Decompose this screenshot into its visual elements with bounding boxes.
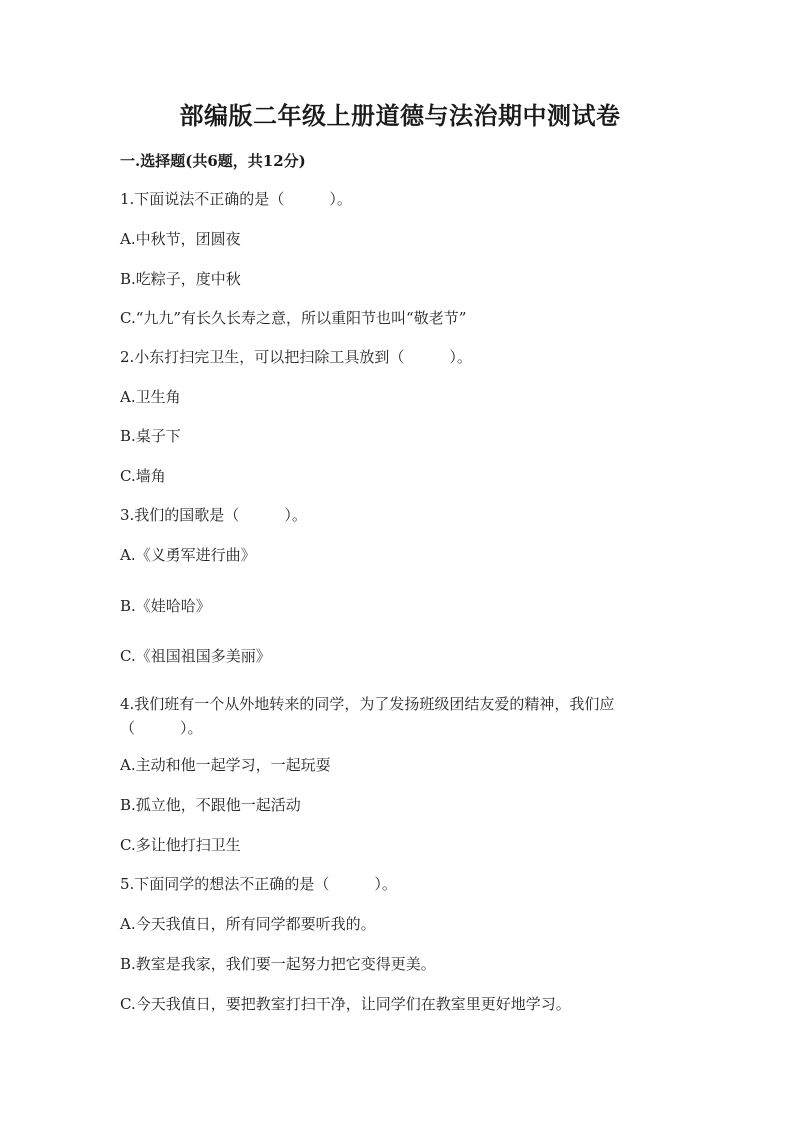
question-3-option-a: A.《义勇军进行曲》 bbox=[120, 546, 256, 564]
question-3-option-c: C.《祖国祖国多美丽》 bbox=[120, 647, 271, 665]
question-5-option-b: B.教室是我家，我们要一起努力把它变得更美。 bbox=[120, 955, 436, 973]
question-2-option-c: C.墙角 bbox=[120, 467, 166, 485]
question-2-option-b: B.桌子下 bbox=[120, 427, 181, 445]
question-3-option-b: B.《娃哈哈》 bbox=[120, 597, 211, 615]
question-1-option-b: B.吃粽子，度中秋 bbox=[120, 270, 241, 288]
question-5-option-a: A.今天我值日，所有同学都要听我的。 bbox=[120, 915, 376, 933]
question-1-option-a: A.中秋节，团圆夜 bbox=[120, 230, 241, 248]
question-4-option-a: A.主动和他一起学习，一起玩耍 bbox=[120, 756, 331, 774]
question-4-stem: 4.我们班有一个从外地转来的同学，为了发扬班级团结友爱的精神，我们应（ ）。 bbox=[120, 695, 615, 737]
question-2-option-a: A.卫生角 bbox=[120, 388, 181, 406]
question-5-option-c: C.今天我值日，要把教室打扫干净，让同学们在教室里更好地学习。 bbox=[120, 995, 571, 1013]
question-4-option-b: B.孤立他，不跟他一起活动 bbox=[120, 796, 301, 814]
question-1-option-c: C.“九九”有长久长寿之意，所以重阳节也叫“敬老节” bbox=[120, 309, 467, 327]
question-5-stem: 5.下面同学的想法不正确的是（ ）。 bbox=[120, 875, 397, 893]
page-title: 部编版二年级上册道德与法治期中测试卷 bbox=[179, 101, 621, 130]
question-3-stem: 3.我们的国歌是（ ）。 bbox=[120, 506, 307, 524]
section-heading: 一.选择题(共6题，共12分) bbox=[120, 152, 306, 170]
question-2-stem: 2.小东打扫完卫生，可以把扫除工具放到（ ）。 bbox=[120, 348, 472, 366]
question-4-option-c: C.多让他打扫卫生 bbox=[120, 836, 241, 854]
question-1-stem: 1.下面说法不正确的是（ ）。 bbox=[120, 190, 352, 208]
